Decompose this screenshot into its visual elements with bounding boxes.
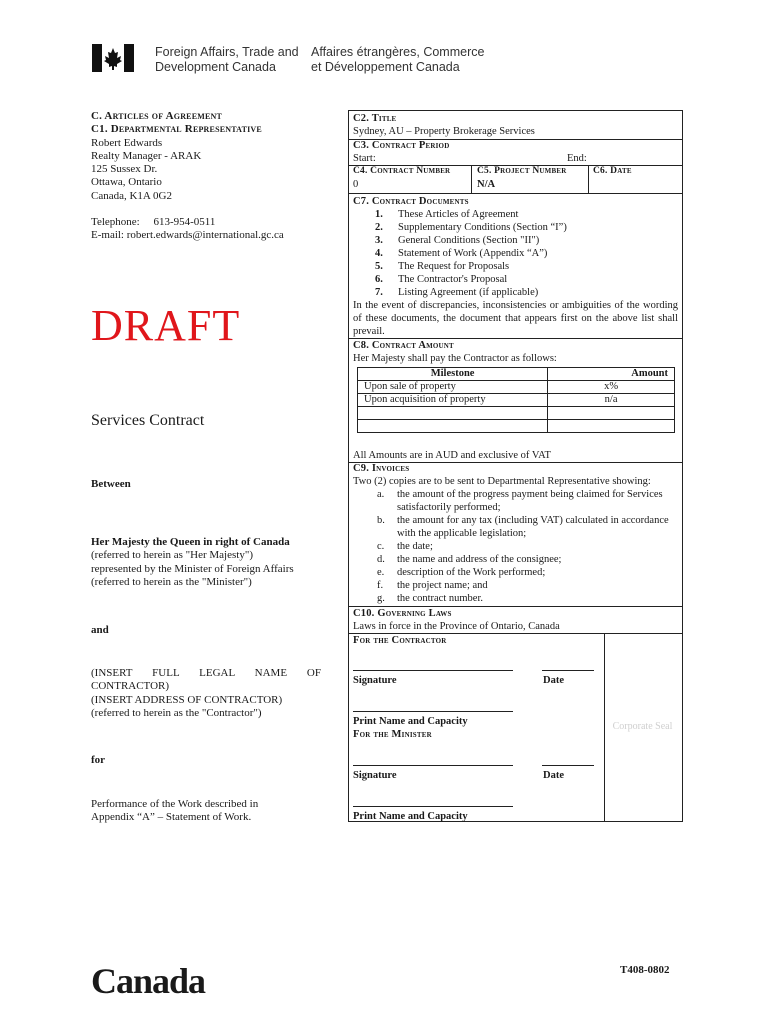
invoice-item-text: the name and address of the consignee; (397, 554, 562, 565)
invoice-item-text: the contract number. (397, 593, 484, 604)
c9-section (349, 462, 682, 605)
government-header (92, 44, 512, 78)
represented-by: represented by the Minister of Foreign Affairs (91, 562, 294, 575)
c3-end-label: End: (567, 153, 587, 164)
document-text: These Articles of Agreement (398, 209, 519, 220)
minister-date-line[interactable] (542, 765, 594, 766)
document-number: 1. (375, 209, 383, 220)
contractor-signature-line[interactable] (353, 670, 513, 671)
her-majesty-block (91, 536, 321, 589)
c10-governing-law: Laws in force in the Province of Ontario, Canada (353, 621, 560, 632)
print-name-label: Print Name and Capacity (353, 716, 468, 727)
c10-heading: C10. Governing Laws (353, 608, 452, 619)
document-number: 2. (375, 222, 383, 233)
amount-cell: x% (548, 381, 675, 394)
signature-label-2: Signature (353, 770, 397, 781)
milestone-row (358, 407, 675, 420)
contractor-signature-block (349, 634, 604, 647)
corporate-seal-placeholder: Corporate Seal (612, 721, 673, 732)
between-label: Between (91, 478, 131, 490)
milestone-cell (358, 420, 548, 433)
c5-section (473, 165, 589, 191)
contract-document-item (353, 260, 678, 273)
contract-document-item (353, 221, 678, 234)
insert-contractor-name: (INSERT FULL LEGAL NAME OF CONTRACTOR) (91, 667, 324, 693)
invoice-requirements-list (353, 488, 678, 605)
for-label: for (91, 754, 106, 766)
milestone-column-header: Milestone (358, 368, 548, 381)
invoice-item-text: the date; (397, 541, 433, 552)
contract-document-item (353, 286, 678, 299)
document-number: 5. (375, 261, 383, 272)
invoice-item-letter: d. (377, 554, 385, 565)
department-name-fr-line2: et Développement Canada (311, 60, 460, 74)
contract-details-box (348, 110, 683, 822)
amount-cell (548, 420, 675, 433)
invoice-requirement-item (353, 540, 678, 553)
services-contract-title: Services Contract (91, 412, 205, 429)
document-text: Listing Agreement (if applicable) (398, 287, 539, 298)
invoice-requirement-item (353, 553, 678, 566)
document-text: General Conditions (Section "II") (398, 235, 540, 246)
c2-title-value: Sydney, AU – Property Brokerage Services (353, 126, 535, 137)
c2-section (349, 112, 682, 138)
c3-section (349, 139, 682, 165)
rep-city: Ottawa, Ontario (91, 176, 162, 189)
milestone-cell (358, 407, 548, 420)
contract-document-item (353, 273, 678, 286)
c5-project-number: N/A (477, 179, 496, 190)
rep-name: Robert Edwards (91, 136, 163, 149)
rep-email: E-mail: robert.edwards@international.gc.ca (91, 229, 284, 242)
invoice-item-text: the amount of the progress payment being claimed for Services satisfactorily performed; (397, 489, 663, 513)
date-label-2: Date (543, 770, 564, 781)
invoice-requirement-item (353, 566, 678, 579)
invoice-item-letter: e. (377, 567, 385, 578)
c8-intro: Her Majesty shall pay the Contractor as follows: (353, 353, 557, 364)
performance-description: Performance of the Work described in Appendix “A” – Statement of Work. (91, 798, 259, 824)
her-majesty-heading: Her Majesty the Queen in right of Canada (91, 536, 290, 548)
invoice-item-letter: g. (377, 593, 385, 604)
print-name-label-2: Print Name and Capacity (353, 811, 468, 822)
c9-intro: Two (2) copies are to be sent to Departmental Representative showing: (353, 476, 651, 487)
invoice-requirement-item (353, 488, 678, 514)
minister-signature-line[interactable] (353, 765, 513, 766)
articles-heading: C. Articles of Agreement (91, 110, 223, 122)
c8-section (349, 339, 682, 365)
document-text: The Request for Proposals (398, 261, 510, 272)
contractor-block (91, 667, 324, 720)
c3-heading: C3. Contract Period (353, 140, 450, 151)
milestone-row (358, 420, 675, 433)
contract-document-item (353, 247, 678, 260)
c6-section (589, 165, 681, 178)
canada-wordmark: Canada (91, 961, 206, 1001)
invoice-requirement-item (353, 592, 678, 605)
contract-document-item (353, 208, 678, 221)
c2-heading: C2. Title (353, 113, 397, 124)
contract-document-item (353, 234, 678, 247)
invoice-item-text: description of the Work performed; (397, 567, 546, 578)
document-text: The Contractor's Proposal (398, 274, 508, 285)
milestone-cell: Upon sale of property (358, 381, 548, 394)
c1-heading: C1. Departmental Representative (91, 123, 262, 136)
referred-her-majesty: (referred to herein as "Her Majesty") (91, 549, 253, 562)
rep-title: Realty Manager - ARAK (91, 149, 202, 162)
canada-flag-icon (92, 44, 134, 72)
amount-cell (548, 407, 675, 420)
milestone-table (357, 367, 675, 433)
invoice-requirement-item (353, 579, 678, 592)
document-text: Statement of Work (Appendix “A”) (398, 248, 548, 259)
milestone-row (358, 381, 675, 394)
invoice-item-letter: a. (377, 489, 385, 500)
c3-start-label: Start: (353, 153, 376, 164)
signature-label: Signature (353, 675, 397, 686)
insert-contractor-address: (INSERT ADDRESS OF CONTRACTOR) (91, 693, 283, 706)
milestone-row (358, 394, 675, 407)
departmental-representative-block (91, 110, 323, 243)
rep-country: Canada, K1A 0G2 (91, 189, 172, 202)
and-label: and (91, 624, 109, 636)
c4-section (349, 165, 471, 191)
contractor-date-line[interactable] (542, 670, 594, 671)
c8-heading: C8. Contract Amount (353, 340, 454, 351)
department-name-en-line2: Development Canada (155, 60, 276, 74)
document-text: Supplementary Conditions (Section “I”) (398, 222, 567, 233)
rep-telephone: Telephone: 613-954-0511 (91, 216, 216, 229)
c6-heading: C6. Date (593, 166, 632, 176)
invoice-item-letter: f. (377, 580, 384, 591)
referred-contractor: (referred to herein as the "Contractor") (91, 706, 262, 719)
c7-precedence-note: In the event of discrepancies, inconsistencies or ambiguities of the wording of these documents, the document that appears first on the above list shall prevail. (353, 300, 678, 337)
invoice-item-text: the project name; and (397, 580, 488, 591)
c5-heading: C5. Project Number (477, 166, 567, 176)
referred-minister: (referred to herein as the "Minister") (91, 575, 252, 588)
invoice-item-text: the amount for any tax (including VAT) calculated in accordance with the applicable legislation; (397, 515, 669, 539)
amount-column-header: Amount (548, 368, 675, 381)
document-number: 7. (375, 287, 383, 298)
draft-watermark: DRAFT (91, 301, 241, 350)
rep-street: 125 Sussex Dr. (91, 163, 158, 176)
c4-contract-number: 0 (353, 179, 359, 190)
contract-documents-list (353, 208, 678, 299)
milestone-cell: Upon acquisition of property (358, 394, 548, 407)
document-number: 3. (375, 235, 383, 246)
amount-cell: n/a (548, 394, 675, 407)
c9-heading: C9. Invoices (353, 463, 410, 474)
for-minister-heading: For the Minister (353, 729, 432, 740)
c7-heading: C7. Contract Documents (353, 196, 469, 207)
c7-section (349, 195, 682, 338)
invoice-item-letter: b. (377, 515, 385, 526)
invoice-item-letter: c. (377, 541, 385, 552)
department-name-en-line1: Foreign Affairs, Trade and (155, 45, 299, 59)
date-label: Date (543, 675, 564, 686)
document-number: 6. (375, 274, 383, 285)
department-name-fr-line1: Affaires étrangères, Commerce (311, 45, 485, 59)
c10-section (349, 607, 682, 633)
minister-print-name-line[interactable] (353, 806, 513, 807)
document-number: 4. (375, 248, 383, 259)
form-code: T408-0802 (620, 964, 670, 976)
c8-note: All Amounts are in AUD and exclusive of VAT (353, 450, 551, 461)
contractor-print-name-line[interactable] (353, 711, 513, 712)
for-contractor-heading: For the Contractor (353, 635, 447, 646)
invoice-requirement-item (353, 514, 678, 540)
c4-heading: C4. Contract Number (353, 166, 451, 176)
